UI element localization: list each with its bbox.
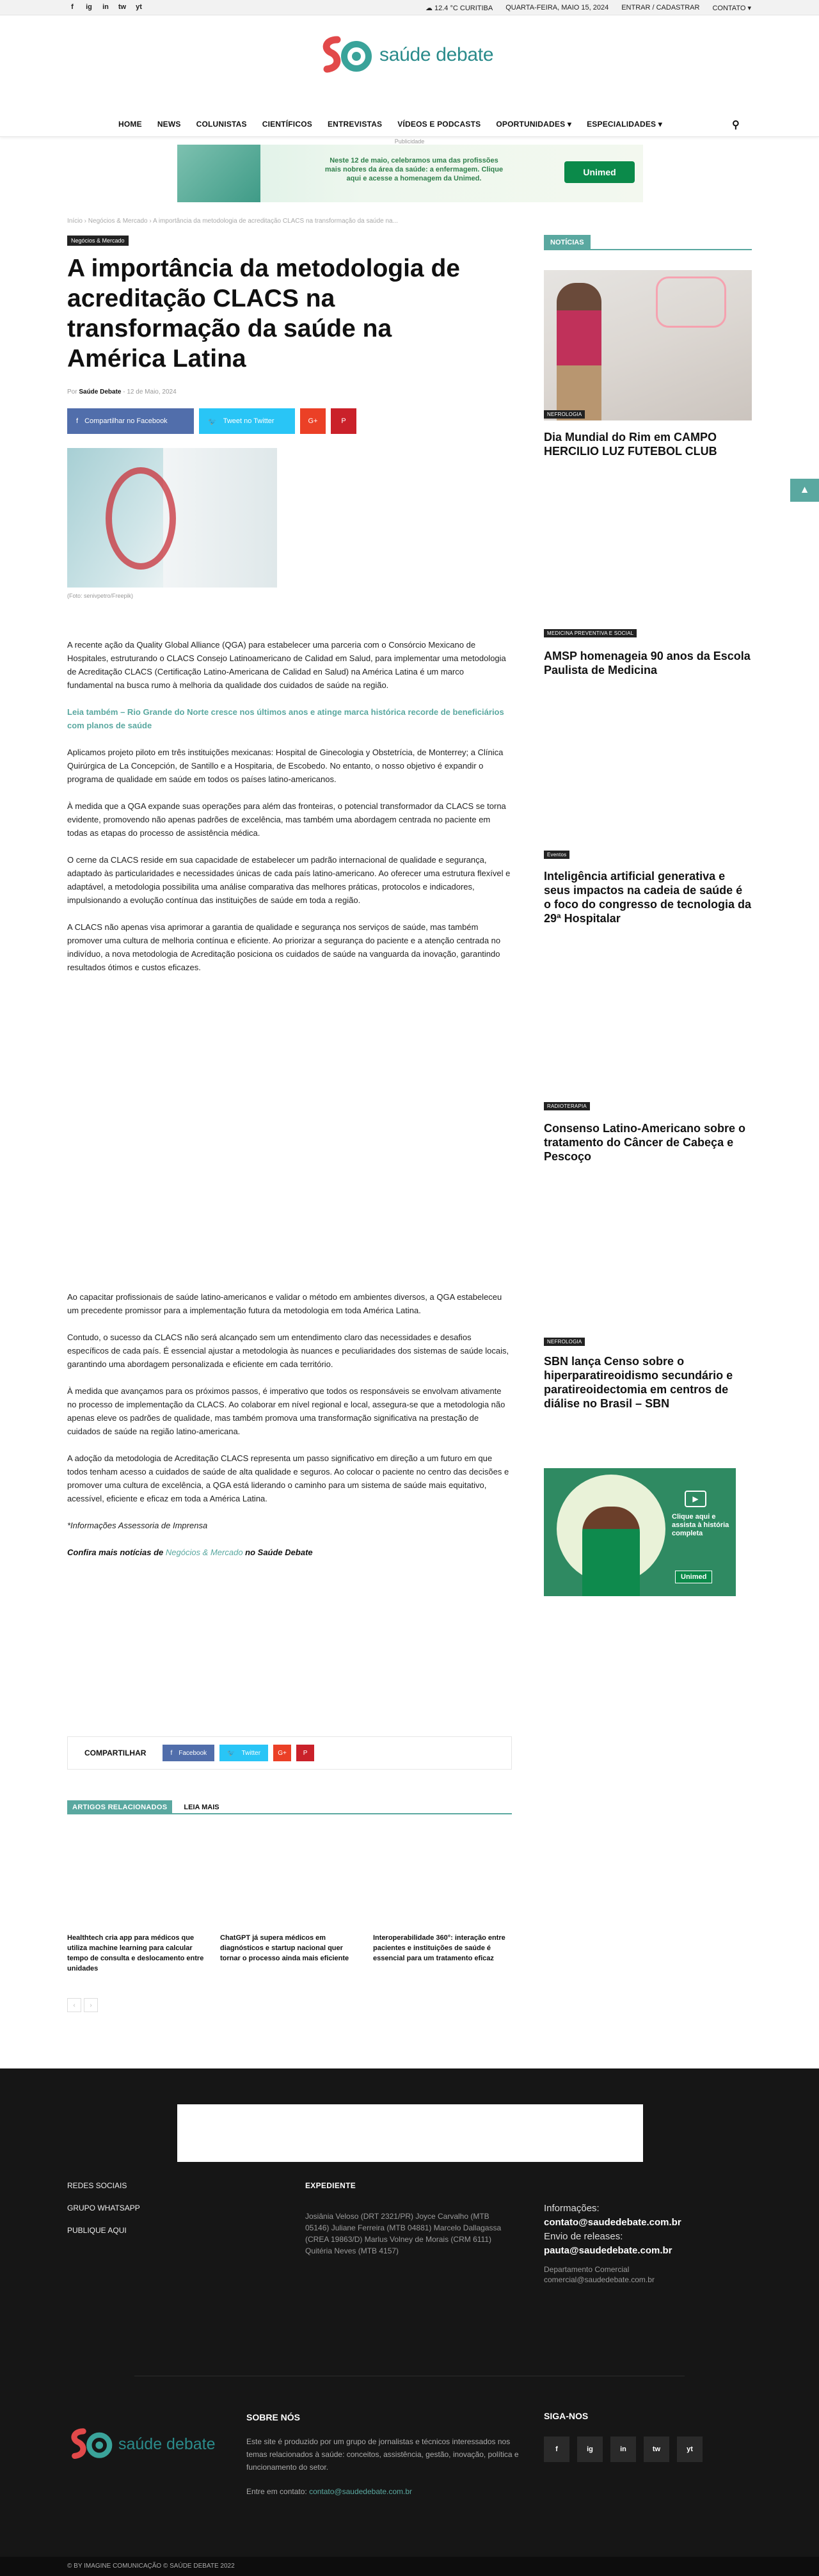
- logo-mark-icon: [67, 2427, 113, 2461]
- info-email[interactable]: contato@saudedebate.com.br: [544, 2217, 681, 2228]
- site-footer: [0, 2068, 819, 2576]
- sidebar-ad-text: Clique aqui e assista à história completa: [672, 1513, 729, 1537]
- paragraph: Aplicamos projeto piloto em três instituições mexicanas: Hospital de Ginecologia y Obstetrícia, de Monterrey; a Clínica Quirúrgica de La Concepción, de Santillo e a Hospitaria, de Escobedo. No entanto, o nosso objetivo é expandir o programa de qualidade em saúde em todos os países latino-americanos.: [67, 748, 504, 784]
- twitter-icon[interactable]: tw: [118, 3, 127, 11]
- instagram-icon[interactable]: ig: [86, 3, 92, 11]
- chevron-up-icon: ▲: [799, 484, 810, 495]
- weather-temp: 12.4 °C: [434, 4, 458, 12]
- sidebar-heading: NOTÍCIAS: [544, 235, 752, 250]
- tab-related-articles[interactable]: ARTIGOS RELACIONADOS: [67, 1800, 172, 1813]
- current-date: QUARTA-FEIRA, MAIO 15, 2024: [505, 4, 609, 12]
- twitter-icon[interactable]: tw: [644, 2436, 669, 2462]
- sidebar-badge[interactable]: Eventos: [544, 851, 569, 859]
- person-figure: [557, 283, 601, 420]
- youtube-icon[interactable]: yt: [136, 3, 142, 11]
- related-article[interactable]: ChatGPT já supera médicos em diagnósticos e startup nacional quer tornar o processo ainda mais eficiente: [220, 1934, 349, 1962]
- sidebar-news-title[interactable]: SBN lança Censo sobre o hiperparatireoidismo secundário e paratireoidectomia em centros de diálise no Brasil – SBN: [544, 1355, 733, 1410]
- share-buttons-top: [67, 408, 356, 434]
- instagram-icon[interactable]: ig: [577, 2436, 603, 2462]
- sidebar-featured-image[interactable]: [544, 270, 752, 420]
- commercial-label: Departamento Comercial: [544, 2265, 630, 2274]
- copyright: © BY IMAGINE COMUNICAÇÃO © SAÚDE DEBATE 2022: [0, 2557, 819, 2576]
- main-nav: [0, 111, 819, 137]
- share-facebook-button[interactable]: f Facebook: [163, 1745, 214, 1761]
- paragraph: À medida que a QGA expande suas operações para além das fronteiras, o potencial transformador da CLACS se torna evidente, promovendo não apenas padrões de excelência, mas também uma abordagem centrada no paciente em todas as etapas do processo de assistência médica.: [67, 801, 506, 838]
- ad-label: Publicidade: [394, 138, 425, 145]
- sidebar-badge[interactable]: NEFROLOGIA: [544, 1338, 585, 1346]
- related-article[interactable]: Healthtech cria app para médicos que utiliza machine learning para calcular tempo de consulta e deslocamento entre unidades: [67, 1934, 204, 1972]
- facebook-icon[interactable]: f: [544, 2436, 569, 2462]
- facebook-icon[interactable]: f: [71, 3, 74, 11]
- commercial-email[interactable]: comercial@saudedebate.com.br: [544, 2275, 655, 2284]
- article-image[interactable]: [67, 448, 277, 588]
- footer-link-social[interactable]: REDES SOCIAIS: [67, 2181, 127, 2190]
- expediente-title: EXPEDIENTE: [305, 2181, 356, 2190]
- footer-logo[interactable]: [67, 2427, 216, 2461]
- ad-person: [582, 1507, 640, 1596]
- article-meta: [67, 388, 177, 396]
- sidebar-news-title[interactable]: Consenso Latino-Americano sobre o tratamento do Câncer de Cabeça e Pescoço: [544, 1122, 746, 1163]
- nav-item-colunistas[interactable]: COLUNISTAS: [196, 120, 247, 129]
- facebook-icon: f: [170, 1749, 173, 1757]
- prev-page-button[interactable]: ‹: [67, 1998, 81, 2012]
- banner-text: Neste 12 de maio, celebramos uma das profissões mais nobres da área da saúde: a enfermagem. Clique aqui e acesse a homenagem da Unimed.: [324, 157, 504, 182]
- tab-read-more[interactable]: LEIA MAIS: [184, 1804, 219, 1811]
- expediente-text: Josiânia Veloso (DRT 2321/PR) Joyce Carvalho (MTB 05146) Juliane Ferreira (MTB 04881) Marcelo Dallagassa (CREA 19863/D) Marlus Volney de Morais (CRM 6111) Quitéria Neves (MTB 4157): [305, 2212, 502, 2255]
- info-label: Informações:: [544, 2203, 600, 2214]
- banner-brand-logo: Unimed: [564, 161, 635, 183]
- logo-mark-icon: [318, 35, 373, 76]
- author-link[interactable]: Saúde Debate: [79, 388, 122, 396]
- top-social-links: [68, 3, 143, 11]
- facebook-icon: f: [76, 417, 79, 425]
- about-text: Este site é produzido por um grupo de jornalistas e técnicos interessados nos temas relacionados à saúde: conceitos, assistência, gestão, inovação, política e funcionamento do setor.: [246, 2437, 519, 2472]
- sidebar-badge[interactable]: MEDICINA PREVENTIVA E SOCIAL: [544, 629, 637, 637]
- linkedin-icon[interactable]: in: [102, 3, 109, 11]
- meta-separator: -: [123, 388, 127, 396]
- stethoscope-shape: [106, 467, 176, 570]
- nav-item-oportunidades[interactable]: OPORTUNIDADES ▾: [496, 120, 572, 129]
- weather-city: CURITIBA: [459, 4, 493, 12]
- share-twitter-button[interactable]: 🐦 Twitter: [219, 1745, 268, 1761]
- related-tabs: [67, 1800, 512, 1814]
- top-ad-banner[interactable]: [177, 145, 643, 202]
- releases-label: Envio de releases:: [544, 2231, 623, 2242]
- page-title: A importância da metodologia de acreditação CLACS na transformação da saúde na América Latina: [67, 255, 460, 372]
- article-body-continued: [67, 1290, 512, 1572]
- doctor-coat: [163, 448, 277, 588]
- next-page-button[interactable]: ›: [84, 1998, 98, 2012]
- twitter-icon: 🐦: [227, 1749, 235, 1757]
- about-contact: Entre em contato: contato@saudedebate.com.br: [246, 2487, 413, 2496]
- image-caption: (Foto: senivpetro/Freepik): [67, 593, 134, 599]
- site-logo[interactable]: [318, 35, 493, 76]
- breadcrumb[interactable]: Início › Negócios & Mercado › A importância da metodologia de acreditação CLACS na transformação da saúde na...: [67, 218, 398, 225]
- paragraph: A recente ação da Quality Global Alliance (QGA) para estabelecer uma parceria com o Consórcio Mexicano de Hospitales, estruturando o CLACS Consejo Latinoamericano de Calidad em Salud, para implementar uma metodologia de Acreditação CLACS (Certificação Latino-Americana de Calidad en Salud) na América Latina é um marco fundamental na busca rumo à melhoria da qualidade dos cuidados de saúde na região.: [67, 640, 506, 690]
- nav-item-videos[interactable]: VÍDEOS E PODCASTS: [397, 120, 481, 129]
- footer-contact-info: [544, 2202, 755, 2285]
- share-label: COMPARTILHAR: [84, 1748, 147, 1757]
- scroll-top-button[interactable]: [790, 479, 819, 502]
- weather-widget: [425, 4, 493, 12]
- footer-expediente: [305, 2181, 510, 2257]
- nav-item-especialidades[interactable]: ESPECIALIDADES ▾: [587, 120, 663, 129]
- author-prefix: Por: [67, 388, 77, 396]
- twitter-icon: 🐦: [208, 417, 217, 426]
- share-pinterest-button[interactable]: P: [331, 408, 356, 434]
- read-also-link[interactable]: Leia também – Rio Grande do Norte cresce nos últimos anos e atinge marca histórica recorde de beneficiários com planos de saúde: [67, 707, 504, 730]
- footer-ad-slot[interactable]: [177, 2104, 643, 2162]
- linkedin-icon[interactable]: in: [610, 2436, 636, 2462]
- footer-link-publish[interactable]: PUBLIQUE AQUI: [67, 2226, 127, 2235]
- chevron-down-icon: ▾: [567, 120, 572, 129]
- share-google-button[interactable]: G+: [300, 408, 326, 434]
- site-header: [0, 15, 819, 111]
- login-link[interactable]: ENTRAR / CADASTRAR: [621, 4, 700, 12]
- top-bar: [0, 0, 819, 15]
- paragraph: A adoção da metodologia de Acreditação CLACS representa um passo significativo em direção a um futuro em que todos tenham acesso a cuidados de saúde de alta qualidade e seguros. Ao colocar o paciente no centro das decisões e promover uma cultura de excelência, a QGA está liderando o caminho para um sistema de saúde mais equitativo, acessível, eficiente e eficaz em toda a América Latina.: [67, 1453, 509, 1503]
- about-contact-email[interactable]: contato@saudedebate.com.br: [309, 2487, 413, 2496]
- follow-title: SIGA-NOS: [544, 2411, 589, 2421]
- search-icon[interactable]: ⚲: [732, 120, 740, 131]
- share-google-button[interactable]: G+: [273, 1745, 291, 1761]
- contact-link[interactable]: CONTATO ▾: [712, 4, 751, 12]
- play-icon: ▶: [685, 1491, 706, 1507]
- nav-item-home[interactable]: HOME: [118, 120, 142, 129]
- article-body: [67, 638, 512, 988]
- footer-links: [67, 2181, 140, 2248]
- related-pager: [67, 1998, 98, 2012]
- banner-photo: [177, 145, 260, 202]
- neon-sign: [656, 276, 726, 328]
- footer-logo-text: saúde debate: [118, 2435, 216, 2453]
- youtube-icon[interactable]: yt: [677, 2436, 703, 2462]
- logo-text: saúde debate: [379, 44, 494, 65]
- more-news-category-link[interactable]: Negócios & Mercado: [165, 1548, 243, 1557]
- chevron-down-icon: ▾: [747, 4, 751, 12]
- related-article[interactable]: Interoperabilidade 360°: interação entre pacientes e instituições de saúde é essencial para um tratamento eficaz: [373, 1934, 505, 1962]
- sidebar-news-title[interactable]: AMSP homenageia 90 anos da Escola Paulista de Medicina: [544, 650, 751, 676]
- chevron-down-icon: ▾: [658, 120, 663, 129]
- footer-link-whatsapp[interactable]: GRUPO WHATSAPP: [67, 2204, 140, 2212]
- nav-item-cientificos[interactable]: CIENTÍFICOS: [262, 120, 312, 129]
- footer-follow: [544, 2411, 703, 2462]
- about-title: SOBRE NÓS: [246, 2412, 301, 2422]
- sidebar-ad-brand: Unimed: [675, 1571, 712, 1583]
- paragraph: Ao capacitar profissionais de saúde latino-americanos e validar o método em ambientes diversos, a QGA estabeleceu um precedente promissor para a implementação futura da metodologia em toda América Latina.: [67, 1292, 502, 1315]
- article-date: 12 de Maio, 2024: [127, 388, 177, 396]
- paragraph: A CLACS não apenas visa aprimorar a garantia de qualidade e segurança nos serviços de saúde, mas também promover uma cultura de melhoria contínua e eficiente. Ao priorizar a segurança do paciente e a atenção centrada no indivíduo, a nova metodologia de Acreditação posiciona os cuidados de saúde na vanguarda da inovação, garantindo resultados ótimos e custos eficazes.: [67, 922, 501, 972]
- press-note: *Informações Assessoria de Imprensa: [67, 1521, 208, 1530]
- sidebar-news-title[interactable]: Inteligência artificial generativa e seus impactos na cadeia de saúde é o foco do congresso de tecnologia da 29ª Hospitalar: [544, 870, 752, 925]
- nav-item-news[interactable]: NEWS: [157, 120, 181, 129]
- category-badge[interactable]: Negócios & Mercado: [67, 236, 129, 246]
- cloud-icon: ☁: [425, 4, 434, 12]
- paragraph: O cerne da CLACS reside em sua capacidade de estabelecer um padrão internacional de qualidade e segurança, adaptado às particularidades e necessidades únicas de cada país latino-americano. Ao oferecer uma estrutura flexível e adaptável, a metodologia possibilita uma análise comparativa das melhores práticas, protocolos e indicadores, impulsionando a evolução contínua das instituições de saúde em toda a região.: [67, 855, 511, 905]
- sidebar-ad[interactable]: [544, 1468, 736, 1596]
- nav-item-entrevistas[interactable]: ENTREVISTAS: [327, 120, 383, 129]
- share-facebook-button[interactable]: f Compartilhar no Facebook: [67, 408, 194, 434]
- top-bar-right: [425, 0, 751, 15]
- share-twitter-button[interactable]: 🐦 Tweet no Twitter: [199, 408, 295, 434]
- paragraph: Contudo, o sucesso da CLACS não será alcançado sem um entendimento claro das necessidades e desafios específicos de cada país. É essencial ajustar a metodologia às nuances e peculiaridades dos sistemas de saúde locais, garantindo uma abordagem personalizada e eficiente em cada território.: [67, 1332, 509, 1369]
- more-news-line: Confira mais notícias de Negócios & Mercado no Saúde Debate: [67, 1548, 313, 1557]
- sidebar-news-title[interactable]: Dia Mundial do Rim em CAMPO HERCILIO LUZ FUTEBOL CLUB: [544, 431, 717, 458]
- sidebar-badge[interactable]: NEFROLOGIA: [544, 410, 585, 419]
- paragraph: À medida que avançamos para os próximos passos, é imperativo que todos os responsáveis se envolvam ativamente no processo de implementação da CLACS. Ao colaborar em nível regional e local, assegura-se que a metodologia não apenas eleve os padrões de qualidade, mas também promova uma transformação significativa na prestação de cuidados de saúde na região latino-americana.: [67, 1386, 505, 1436]
- share-buttons-bottom: [67, 1736, 512, 1770]
- footer-about: [246, 2411, 521, 2498]
- releases-email[interactable]: pauta@saudedebate.com.br: [544, 2245, 672, 2256]
- share-pinterest-button[interactable]: P: [296, 1745, 314, 1761]
- sidebar-badge[interactable]: RADIOTERAPIA: [544, 1102, 590, 1110]
